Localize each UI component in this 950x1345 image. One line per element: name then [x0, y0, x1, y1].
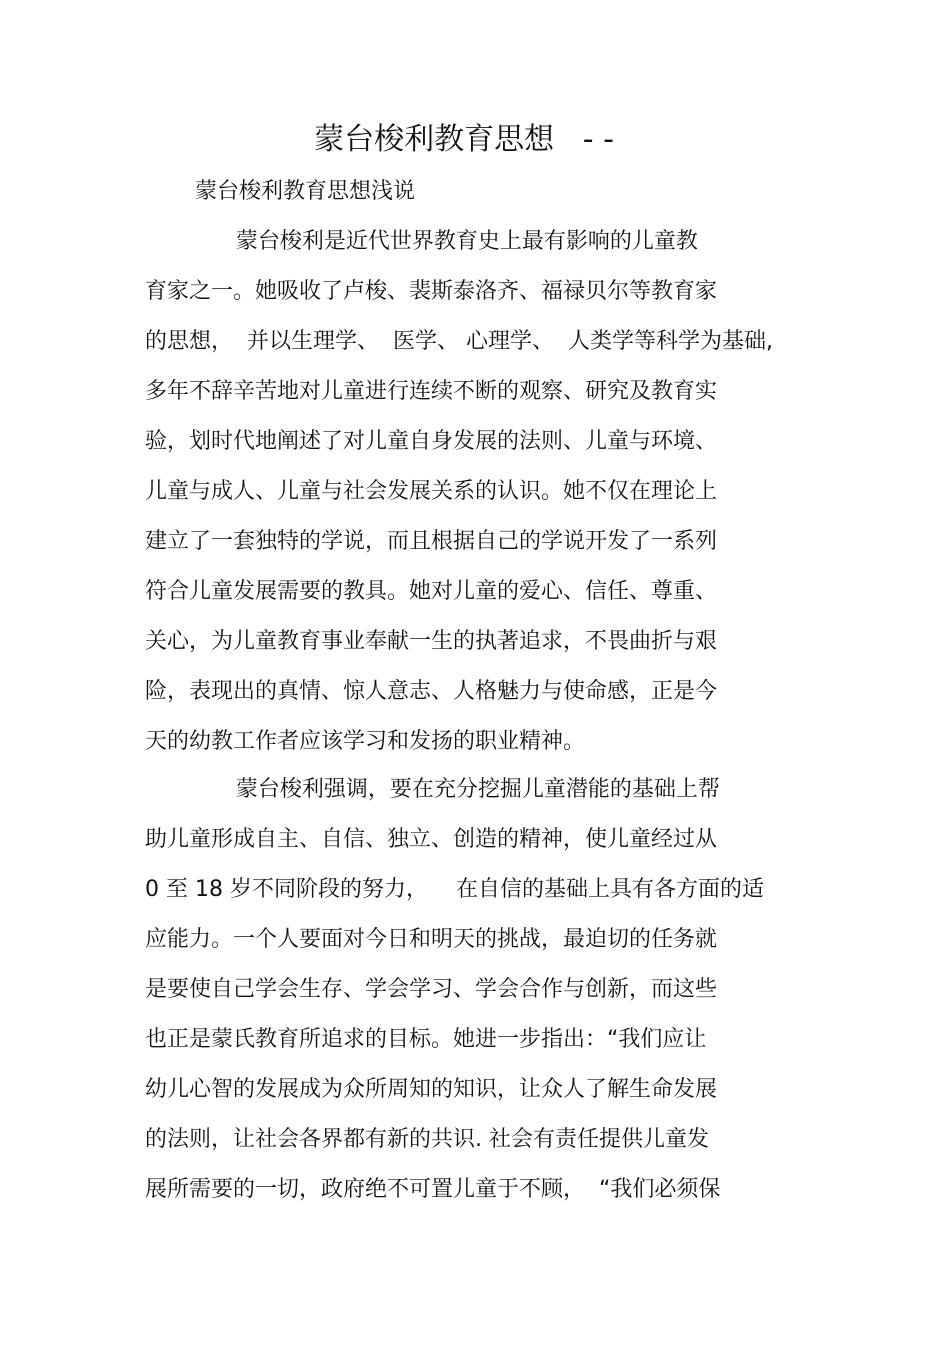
body-line: 符合儿童发展需要的教具。她对儿童的爱心、信任、尊重、: [145, 579, 718, 604]
body-line: 的思想， 并以生理学、 医学、 心理学、 人类学等科学为基础,: [145, 329, 773, 354]
body-line: 育家之一。她吸收了卢梭、裴斯泰洛齐、福禄贝尔等教育家: [145, 279, 718, 304]
body-line: 关心，为儿童教育事业奉献一生的执著追求，不畏曲折与艰: [145, 629, 718, 654]
body-line: 验，划时代地阐述了对儿童自身发展的法则、儿童与环境、: [145, 429, 718, 454]
body-line: 是要使自己学会生存、学会学习、学会合作与创新，而这些: [145, 977, 718, 1002]
body-line: 蒙台梭利是近代世界教育史上最有影响的儿童教: [145, 229, 698, 254]
document-subtitle: 蒙台梭利教育思想浅说: [195, 179, 416, 204]
body-line: 0 至 18 岁不同阶段的努力， 在自信的基础上具有各方面的适: [145, 877, 764, 902]
body-line: 建立了一套独特的学说，而且根据自己的学说开发了一系列: [145, 529, 718, 554]
body-line: 也正是蒙氏教育所追求的目标。她进一步指出：“我们应让: [145, 1027, 707, 1052]
body-line: 的法则，让社会各界都有新的共识. 社会有责任提供儿童发: [145, 1127, 709, 1152]
body-line: 助儿童形成自主、自信、独立、创造的精神，使儿童经过从: [145, 827, 718, 852]
body-line: 幼儿心智的发展成为众所周知的知识，让众人了解生命发展: [145, 1077, 718, 1102]
body-line: 险，表现出的真情、惊人意志、人格魅力与使命感，正是今: [145, 679, 718, 704]
document-title: 蒙台梭利教育思想 - -: [314, 122, 614, 157]
body-line: 应能力。一个人要面对今日和明天的挑战，最迫切的任务就: [145, 927, 718, 952]
body-line: 蒙台梭利强调，要在充分挖掘儿童潜能的基础上帮: [145, 777, 720, 802]
body-line: 儿童与成人、儿童与社会发展关系的认识。她不仅在理论上: [145, 479, 718, 504]
body-line: 展所需要的一切，政府绝不可置儿童于不顾， “我们必须保: [145, 1177, 721, 1202]
body-line: 多年不辞辛苦地对儿童进行连续不断的观察、研究及教育实: [145, 379, 718, 404]
body-line: 天的幼教工作者应该学习和发扬的职业精神。: [145, 729, 586, 754]
